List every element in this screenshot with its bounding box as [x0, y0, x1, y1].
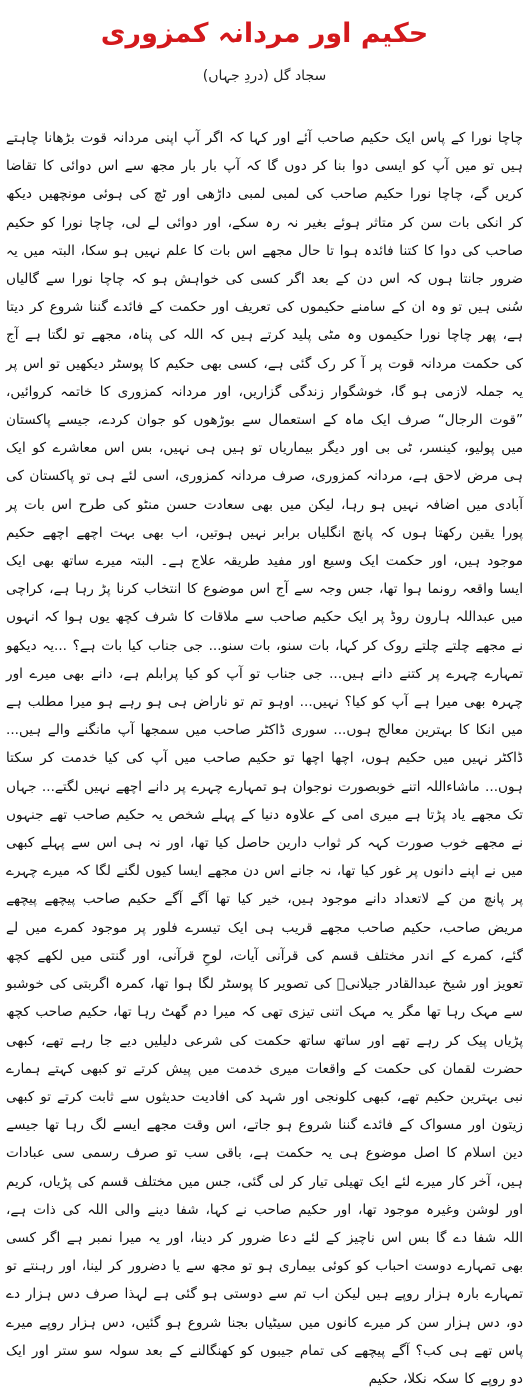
article-title: حکیم اور مردانہ کمزوری [100, 18, 429, 49]
article-body [6, 124, 523, 1393]
article-body-paragraph: چاچا نورا کے پاس ایک حکیم صاحب آئے اور کہا کہ اگر آپ اپنی مردانہ قوت بڑھانا چاہتے ہیں تو میں آپ کو ایسی دوا بنا کر دوں گا کہ آپ بار بار مجھ سے اس دوائی کا تقاضا کریں گے، چاچا نورا حکیم صاحب کی لمبی لمبی داڑھی اور ٹچ کی ہوئی مونچھیں دیکھ کر انکی بات سن کر متاثر ہوئے بغیر نہ رہ سکے، اور دوائی لے لی، چاچا نورا کو حکیم صاحب کی دوا کا کتنا فائدہ ہوا تا حال مجھے اس بات کا علم نہیں ہو سکا، البتہ میں یہ ضرور جانتا ہوں کہ اس دن کے بعد اگر کسی کی خواہش ہو کہ چاچا نورا سے گالیاں سُنی ہیں تو وہ ان کے سامنے حکیموں کی تعریف اور حکمت کے فائدے گننا شروع کر دیتا ہے، پھر چاچا نورا حکیموں وہ مٹی پلید کرتے ہیں کہ اللہ کی پناہ، مجھے تو لگتا ہے آج کی حکمت مردانہ قوت پر آ کر رک گئی ہے، کسی بھی حکیم کا پوسٹر دیکھیں تو اس پر یہ جملہ لازمی ہو گا، خوشگوار زندگی گزاریں، اور مردانہ کمزوری کا خاتمہ کروائیں، ”قوت الرجال“ صرف ایک ماہ کے استعمال سے بوڑھوں کو جوان کردے، جیسے پاکستان میں پولیو، کینسر، ٹی بی اور دیگر بیماریاں تو ہیں ہی نہیں، بس اس معاشرے کو ایک ہی مرض لاحق ہے، مردانہ کمزوری، صرف مردانہ کمزوری، اسی لئے ہی تو پاکستان کی آبادی میں اضافہ نہیں ہو رہا، لیکن میں بھی سعادت حسن منٹو کی طرح اس بات پر پورا یقین رکھتا ہوں کہ پانچ انگلیاں برابر نہیں ہوتیں، اب بھی بہت اچھے اچھے حکیم موجود ہیں، اور حکمت ایک وسیع اور مفید طریقہ علاج ہے۔ البتہ میرے ساتھ بھی ایک ایسا واقعہ رونما ہوا تھا، جس وجہ سے آج اس موضوع کا انتخاب کرنا پڑ رہا ہے، کراچی میں عبداللہ ہارون روڈ پر ایک حکیم صاحب سے ملاقات کا شرف کچھ یوں ہوا کہ انہوں نے مجھے چلتے چلتے روک کر کہا، بات سنو، بات سنو... جی جناب کیا بات ہے؟ ...یہ دیکھو تمہارے چہرے پر کتنے دانے ہیں... جی جناب تو آپ کو کیا پرابلم ہے، دانے بھی میرے اور چہرہ بھی میرا ہے آپ کو کیا؟ نہیں... اوہو تم تو ناراض ہی ہو رہے ہو میرا مطلب ہے میں انکا کا بہترین معالج ہوں... سوری ڈاکٹر صاحب میں سمجھا آپ مانگنے والے ہیں... ڈاکٹر نہیں میں حکیم ہوں، اچھا اچھا تو حکیم صاحب میں آپ کی کیا خدمت کر سکتا ہوں... ماشاءاللہ اتنے خوبصورت نوجوان ہو تمہارے چہرے پر دانے اچھے نہیں لگتے... جہاں تک مجھے یاد پڑتا ہے میری امی کے علاوہ دنیا کے پہلے شخص یہ حکیم صاحب تھے جنہوں نے مجھے خوب صورت کہہ کر ثواب دارین حاصل کیا تھا، اور نہ ہی اس سے پہلے کبھی میں نے اپنے دانوں پر غور کیا تھا، نہ جانے اس دن مجھے ایسا کیوں لگنے لگا کہ میرے چہرے پر پانچ من کے لاتعداد دانے موجود ہیں، خیر کیا تھا آگے آگے حکیم صاحب پیچھے پیچھے مریض صاحب، حکیم صاحب مجھے قریب ہی ایک تیسرے فلور پر موجود کمرے میں لے گئے، کمرے کے اندر مختلف قسم کی قرآنی آیات، لوحِ قرآنی، اور گنتی میں لکھے کچھ تعویز اور شیخ عبدالقادر جیلانیؒ کی تصویر کا پوسٹر لگا ہوا تھا، کمرہ اگربتی کی خوشبو سے مہک رہا تھا مگر یہ مہک اتنی تیزی تھی کہ میرا دم گھٹ رہا تھا، حکیم صاحب کچھ پڑیاں پیک کر رہے تھے اور ساتھ ساتھ حکمت کی شرعی دلیلیں دیے جا رہے تھے، کبھی حضرت لقمان کی حکمت کے واقعات میری خدمت میں پیش کرتے تو کبھی کہتے ہمارے نبی بہترین حکیم تھے، کبھی کلونجی اور شہد کی افادیت حدیثوں سے ثابت کرتے تو کبھی زیتون اور مسواک کے فائدے گننا شروع ہو جاتے، اس وقت مجھے ایسے لگ رہا تھا جیسے دین اسلام کا اصل موضوع ہی یہ حکمت ہے، باقی سب تو صرف رسمی سی عبادات ہیں، آخر کار میرے لئے ایک تھیلی تیار کر لی گئی، جس میں مختلف قسم کی پڑیاں، کریم اور لوشن وغیرہ موجود تھا، اور حکیم صاحب نے کہا، شفا دینے والی اللہ کی ذات ہے، اللہ شفا دے گا بس اس ناچیز کے لئے دعا ضرور کر دینا، اور یہ میرا نمبر ہے اگر کسی بھی تمہارے دوست احباب کو کوئی بیماری ہو تو مجھ سے یا دضرور کر لینا، اور رہنتے تو تمہارے بارہ ہزار روپے ہیں لیکن اب تم سے دوستی ہو گئی ہے لہذا صرف دس ہزار دے دو، دس ہزار سن کر میرے کانوں میں سیٹیاں بجنا شروع ہو گئیں، دس ہزار روپے میرے پاس تھے ہی کب؟ آگے پیچھے کی تمام جیبوں کو کھنگالنے کے بعد سولہ سو ستر اور ایک دو روپے کا سکہ نکلا، حکیم [6, 130, 523, 1387]
article-byline: سجاد گل (دردِ جہاں) [202, 68, 327, 84]
